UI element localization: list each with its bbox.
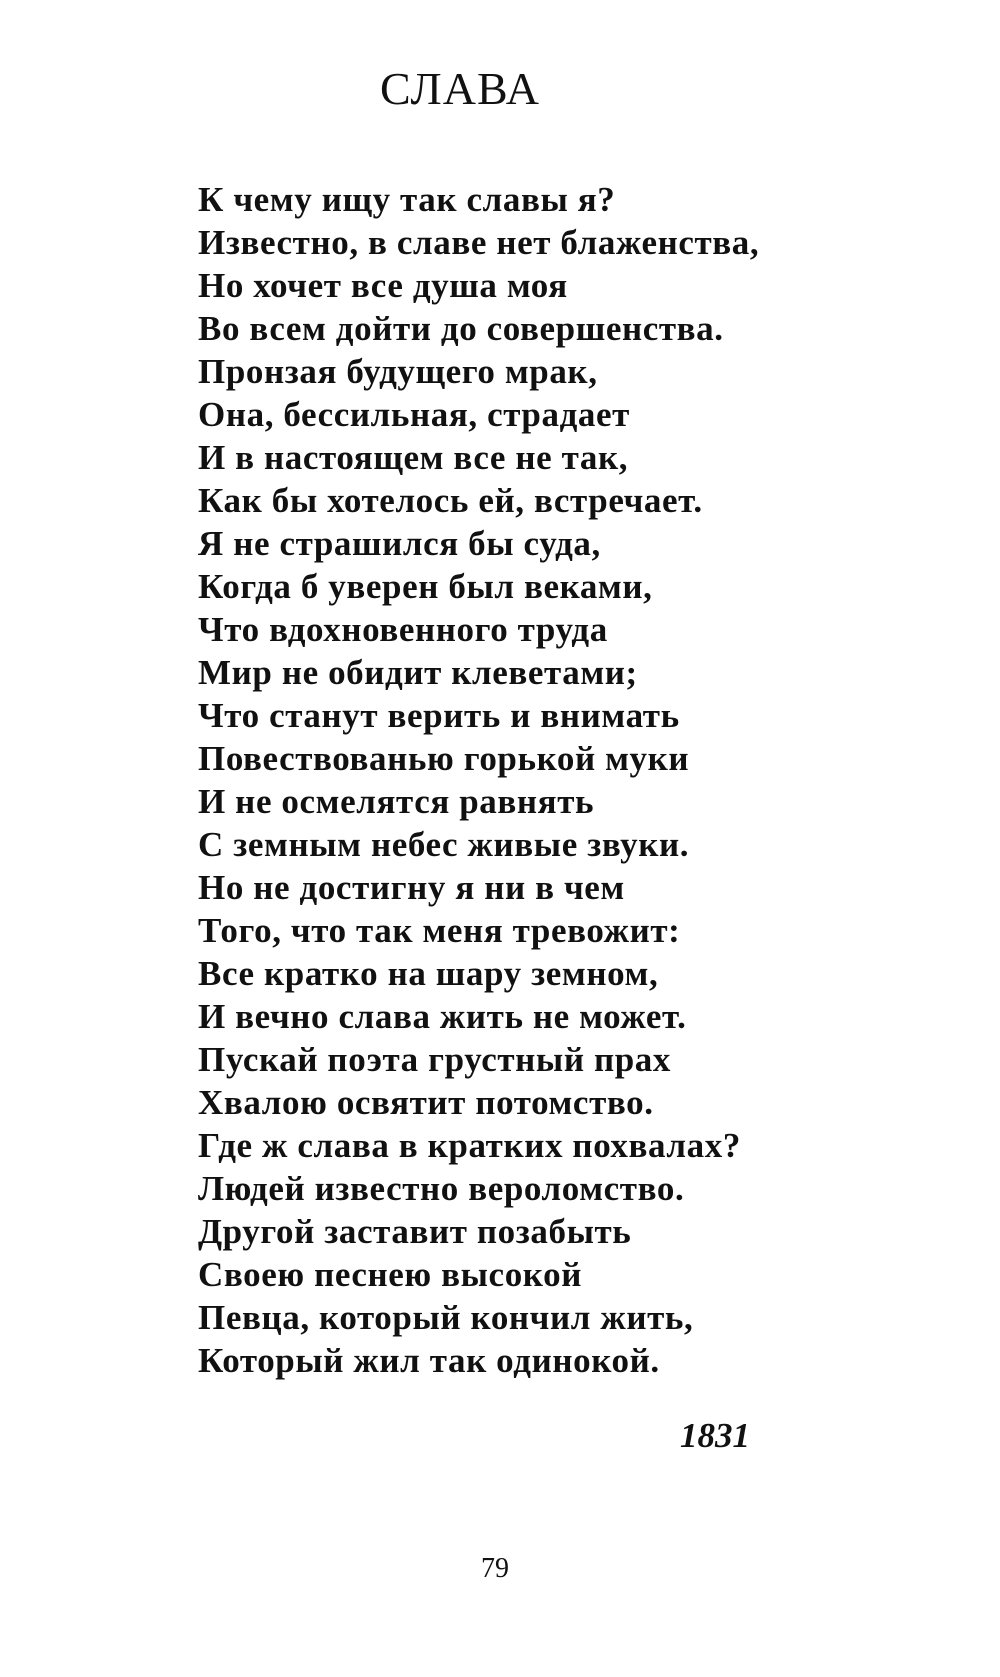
poem-line: Людей известно вероломство.	[198, 1169, 685, 1208]
poem-line: И не осмелятся равнять	[198, 782, 595, 821]
poem-line: Пронзая будущего мрак,	[198, 352, 598, 391]
page-number: 79	[481, 1553, 509, 1584]
poem-line: Во всем дойти до совершенства.	[198, 309, 724, 348]
poem-line: Что станут верить и внимать	[198, 696, 680, 735]
poem-line: Все кратко на шару земном,	[198, 954, 659, 993]
poem-line: Того, что так меня тревожит:	[198, 911, 681, 950]
poem-line: С земным небес живые звуки.	[198, 825, 690, 864]
poem-line: Мир не обидит клеветами;	[198, 653, 638, 692]
poem-line: Что вдохновенного труда	[198, 610, 608, 649]
poem-line: И в настоящем все не так,	[198, 438, 629, 477]
poem-date: 1831	[680, 1416, 750, 1455]
poem-line: Где ж слава в кратких похвалах?	[198, 1126, 741, 1165]
poem-line: Я не страшился бы суда,	[198, 524, 601, 563]
poem-line: Который жил так одинокой.	[198, 1341, 660, 1380]
poem-line: Хвалою освятит потомство.	[198, 1083, 654, 1122]
poem-title: СЛАВА	[380, 63, 540, 114]
poem-line: Своею песнею высокой	[198, 1255, 582, 1294]
poem-line: Когда б уверен был веками,	[198, 567, 653, 606]
poem-line: И вечно слава жить не может.	[198, 997, 687, 1036]
poem-line: Певца, который кончил жить,	[198, 1298, 694, 1337]
poem-line: Но хочет все душа моя	[198, 266, 568, 305]
poem-line: Пускай поэта грустный прах	[198, 1040, 672, 1079]
poem-line: Но не достигну я ни в чем	[198, 868, 625, 907]
poem-line: К чему ищу так славы я?	[198, 180, 616, 219]
poem-line: Известно, в славе нет блаженства,	[198, 223, 760, 262]
poem-line: Другой заставит позабыть	[198, 1212, 632, 1251]
poem-line: Как бы хотелось ей, встречает.	[198, 481, 703, 520]
poem-line: Она, бессильная, страдает	[198, 395, 630, 434]
poem-text	[198, 178, 759, 1382]
poem-line: Повествованью горькой муки	[198, 739, 690, 778]
